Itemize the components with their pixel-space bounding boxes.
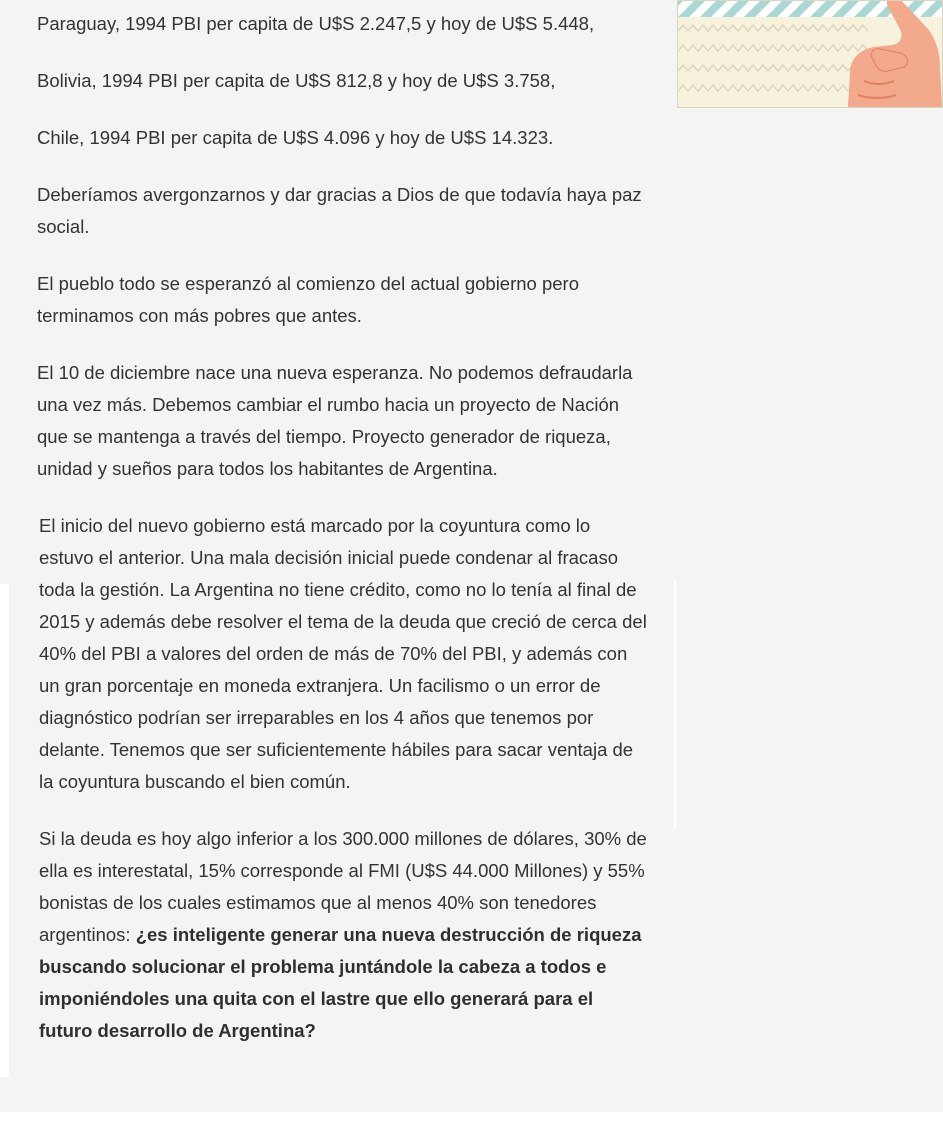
paragraph-deuda-question: ¿es inteligente generar una nueva destrucción de riqueza buscando solucionar el problema juntándole la cabeza a todos e imponiéndoles una quita con el lastre que ello generará para el futuro desarrollo de Argentina? bbox=[39, 924, 642, 1041]
paragraph-pueblo: El pueblo todo se esperanzó al comienzo del actual gobierno pero terminamos con más pobres que antes. bbox=[37, 273, 580, 326]
paragraph-chile: Chile, 1994 PBI per capita de U$S 4.096 y hoy de U$S 14.323. bbox=[37, 127, 554, 148]
paragraph-bolivia: Bolivia, 1994 PBI per capita de U$S 812,8 y hoy de U$S 3.758, bbox=[37, 70, 556, 91]
paragraph-nuevo-gobierno: El inicio del nuevo gobierno está marcado por la coyuntura como lo estuvo el anterior. Una mala decisión inicial puede condenar al fracaso toda la gestión. La Argentina no tiene crédito, como no lo tenía al final de 2015 y además debe resolver el tema de la deuda que creció de cerca del 40% del PBI a valores del orden de más de 70% del PBI, y además con un gran porcentaje en moneda extranjera. Un facilismo o un error de diagnóstico podrían ser irreparables en los 4 años que tenemos por delante. Tenemos que ser suficientemente hábiles para sacar ventaja de la coyuntura buscando el bien común. bbox=[39, 515, 647, 792]
paragraph-deuda-text: Si la deuda es hoy algo inferior a los 300.000 millones de dólares, 30% de ella es interestatal, 15% corresponde al FMI (U$S 44.000 Millones) y 55% bonistas de los cuales estimamos que al menos 40% son tenedores argentinos: bbox=[39, 828, 647, 945]
left-edge-strip bbox=[0, 584, 9, 1077]
right-edge-strip bbox=[674, 580, 676, 830]
article-body bbox=[37, 8, 649, 1072]
side-illustration[interactable] bbox=[677, 0, 943, 108]
pointing-hand-illustration-icon bbox=[678, 1, 942, 107]
paragraph-deuda bbox=[37, 823, 649, 1047]
bottom-edge-strip bbox=[0, 1112, 943, 1139]
paragraph-esperanza: El 10 de diciembre nace una nueva esperanza. No podemos defraudarla una vez más. Debemos cambiar el rumbo hacia un proyecto de Nación que se mantenga a través del tiempo. Proyecto generador de riqueza, unidad y sueños para todos los habitantes de Argentina. bbox=[37, 362, 633, 479]
paragraph-avergonzarnos: Deberíamos avergonzarnos y dar gracias a Dios de que todavía haya paz social. bbox=[37, 184, 642, 237]
paragraph-paraguay: Paraguay, 1994 PBI per capita de U$S 2.247,5 y hoy de U$S 5.448, bbox=[37, 13, 595, 34]
